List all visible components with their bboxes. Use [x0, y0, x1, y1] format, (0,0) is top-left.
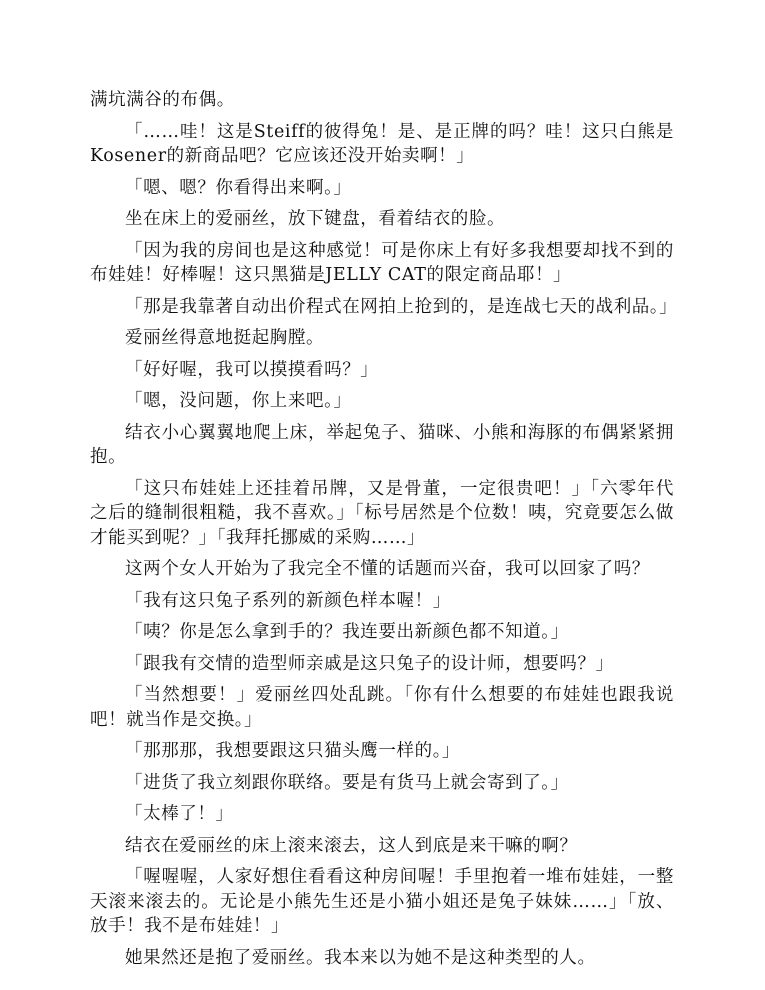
paragraph: 结衣小心翼翼地爬上床，举起兔子、猫咪、小熊和海豚的布偶紧紧拥抱。: [90, 422, 674, 467]
paragraph: 「嗯、嗯？你看得出来啊。」: [125, 177, 352, 198]
paragraph: 「进货了我立刻跟你联络。要是有货马上就会寄到了。」: [125, 772, 569, 793]
paragraph: 「好好喔，我可以摸摸看吗？」: [125, 359, 379, 380]
paragraph: 「嗯，没问题，你上来吧。」: [125, 391, 352, 411]
paragraph: 「当然想要！」爱丽丝四处乱跳。「你有什么想要的布娃娃也跟我说吧！就当作是交换。」: [90, 685, 674, 730]
paragraph: 「我有这只兔子系列的新颜色样本喔！」: [125, 590, 451, 611]
paragraph: 爱丽丝得意地挺起胸膛。: [125, 328, 325, 348]
paragraph: 「咦？你是怎么拿到手的？我连要出新颜色都不知道。」: [125, 622, 569, 642]
paragraph: 结衣在爱丽丝的床上滚来滚去，这人到底是来干嘛的啊？: [125, 835, 578, 856]
paragraph: 「因为我的房间也是这种感觉！可是你床上有好多我想要却找不到的布娃娃！好棒喔！这只黑猫是JELLY CAT的限定商品耶！」: [90, 240, 674, 285]
paragraph: 这两个女人开始为了我完全不懂的话题而兴奋，我可以回家了吗？: [125, 559, 650, 579]
paragraph: 「那那那，我想要跟这只猫头鹰一样的。」: [125, 741, 461, 761]
paragraph: 「……哇！这是Steiff的彼得兔！是、是正牌的吗？哇！这只白熊是Kosener的新商品吧？它应该还没开始卖啊！」: [90, 121, 674, 166]
paragraph: 「太棒了！」: [125, 804, 234, 824]
paragraph: 坐在床上的爱丽丝，放下键盘，看着结衣的脸。: [125, 209, 506, 229]
paragraph: 「这只布娃娃上还挂着吊牌，又是骨董，一定很贵吧！」「六零年代之后的缝制很粗糙，我不喜欢。」「标号居然是个位数！咦，究竟要怎么做才能买到呢？」「我拜托挪威的采购……」: [90, 478, 674, 548]
paragraph: 「喔喔喔，人家好想住看看这种房间喔！手里抱着一堆布娃娃，一整天滚来滚去的。无论是小熊先生还是小猫小姐还是兔子妹妹……」「放、放手！我不是布娃娃！」: [90, 867, 674, 936]
page-text: [90, 88, 678, 977]
paragraph: 「那是我靠著自动出价程式在网拍上抢到的，是连战七天的战利品。」: [125, 296, 678, 317]
paragraph: 满坑满谷的布偶。: [90, 90, 235, 110]
paragraph: 「跟我有交情的造型师亲戚是这只兔子的设计师，想要吗？」: [125, 653, 614, 674]
paragraph: 她果然还是抱了爱丽丝。我本来以为她不是这种类型的人。: [125, 947, 596, 968]
